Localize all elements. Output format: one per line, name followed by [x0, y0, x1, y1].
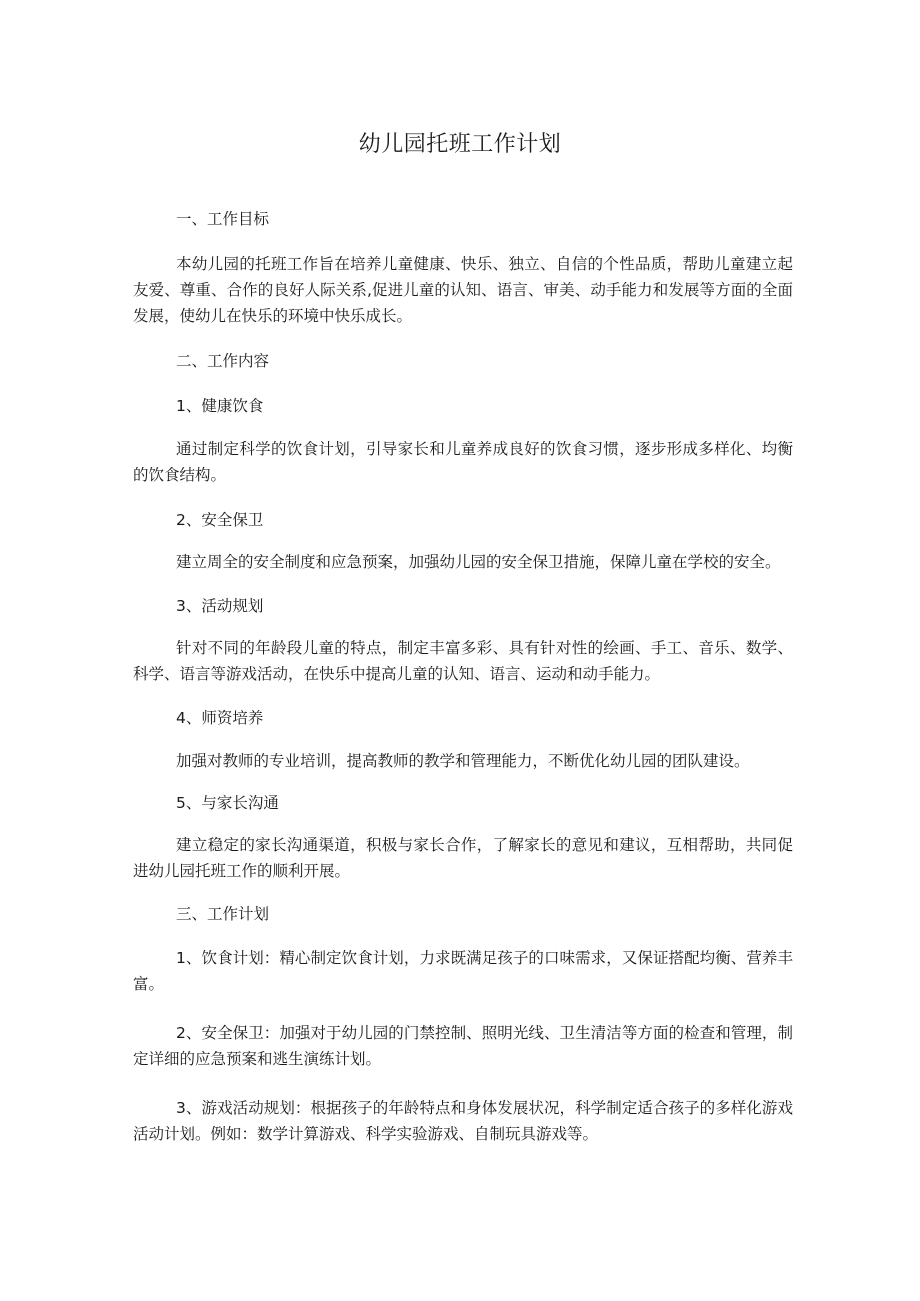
paragraph-parent-communication: 建立稳定的家长沟通渠道，积极与家长合作，了解家长的意见和建议，互相帮助，共同促进幼儿园托班工作的顺利开展。	[133, 836, 793, 880]
paragraph-safety: 建立周全的安全制度和应急预案，加强幼儿园的安全保卫措施，保障儿童在学校的安全。	[176, 553, 781, 571]
subheading-parent-communication: 5、与家长沟通	[176, 794, 279, 812]
paragraph-goals: 本幼儿园的托班工作旨在培养儿童健康、快乐、独立、自信的个性品质，帮助儿童建立起友爱、尊重、合作的良好人际关系,促进儿童的认知、语言、审美、动手能力和发展等方面的全面发展，使幼儿在快乐的环境中快乐成长。	[133, 255, 793, 325]
paragraph-safety-plan: 2、安全保卫：加强对于幼儿园的门禁控制、照明光线、卫生清洁等方面的检查和管理，制定详细的应急预案和逃生演练计划。	[133, 1024, 793, 1068]
subheading-safety: 2、安全保卫	[176, 511, 264, 529]
paragraph-activity-planning: 针对不同的年龄段儿童的特点，制定丰富多彩、具有针对性的绘画、手工、音乐、数学、科学、语言等游戏活动，在快乐中提高儿童的认知、语言、运动和动手能力。	[133, 639, 793, 683]
subheading-healthy-diet: 1、健康饮食	[176, 397, 264, 415]
section-heading-content: 二、工作内容	[176, 352, 270, 370]
subheading-teacher-training: 4、师资培养	[176, 709, 264, 727]
paragraph-game-plan: 3、游戏活动规划：根据孩子的年龄特点和身体发展状况，科学制定适合孩子的多样化游戏活动计划。例如：数学计算游戏、科学实验游戏、自制玩具游戏等。	[133, 1099, 793, 1143]
section-heading-plan: 三、工作计划	[176, 905, 270, 923]
paragraph-healthy-diet: 通过制定科学的饮食计划，引导家长和儿童养成良好的饮食习惯，逐步形成多样化、均衡的饮食结构。	[133, 440, 793, 484]
subheading-activity-planning: 3、活动规划	[176, 597, 264, 615]
document-title: 幼儿园托班工作计划	[358, 132, 562, 157]
section-heading-goals: 一、工作目标	[176, 210, 270, 228]
paragraph-teacher-training: 加强对教师的专业培训，提高教师的教学和管理能力，不断优化幼儿园的团队建设。	[176, 752, 750, 770]
paragraph-diet-plan: 1、饮食计划：精心制定饮食计划，力求既满足孩子的口味需求，又保证搭配均衡、营养丰富。	[133, 949, 793, 993]
